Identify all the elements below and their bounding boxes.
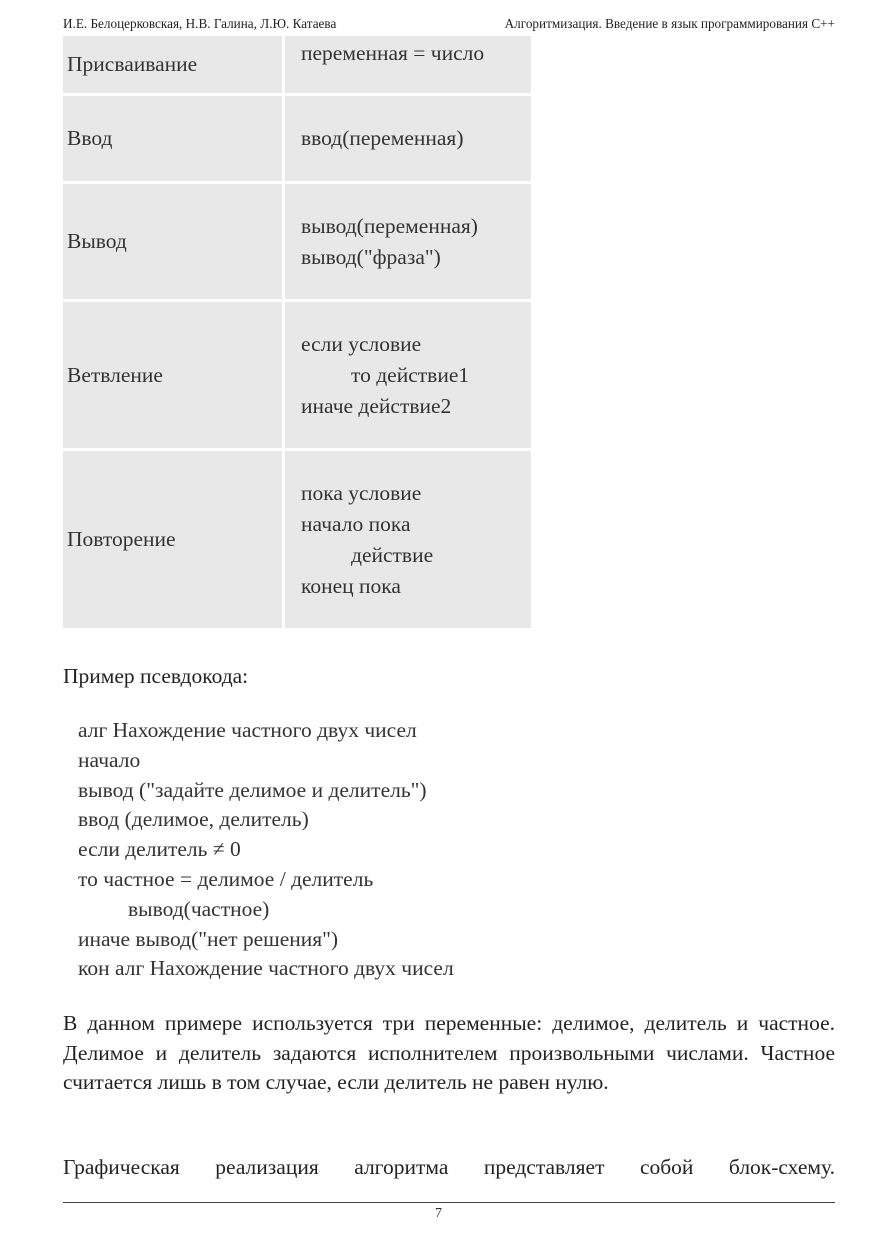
body-paragraph: Графическая реализация алгоритма представляет собой блок-схему. <box>63 1155 835 1179</box>
header-authors: И.Е. Белоцерковская, Н.В. Галина, Л.Ю. Катаева <box>63 16 337 31</box>
code-line: алг Нахождение частного двух чисел <box>78 718 417 742</box>
operator-name: Повторение <box>63 451 282 628</box>
table-row <box>63 96 531 181</box>
code-line: кон алг Нахождение частного двух чисел <box>78 956 454 981</box>
operator-name: Ввод <box>63 96 282 181</box>
syntax-line: ввод(переменная) <box>301 126 464 150</box>
pseudocode-operators-table <box>60 33 534 631</box>
operator-syntax <box>285 96 531 181</box>
operator-name: Ветвление <box>63 302 282 448</box>
table-row <box>63 302 531 448</box>
code-line: то частное = делимое / делитель <box>78 866 374 891</box>
syntax-line: переменная = число <box>301 41 485 65</box>
example-label: Пример псевдокода: <box>63 664 249 688</box>
syntax-line: пока условие <box>301 480 422 505</box>
operator-syntax <box>285 451 531 628</box>
table-row <box>63 36 531 93</box>
code-line: ввод (делимое, делитель) <box>78 807 309 832</box>
syntax-line: вывод("фраза") <box>301 244 441 269</box>
body-paragraph: В данном примере используется три переменные: делимое, делитель и частное. Делимое и делитель задаются исполнителем произвольными числами. Частное считается лишь в том случае, если делитель не равен нулю. <box>63 1011 835 1095</box>
code-line: вывод(частное) <box>128 896 270 921</box>
table-row <box>63 184 531 299</box>
syntax-line: вывод(переменная) <box>301 213 478 238</box>
syntax-line: то действие1 <box>351 362 470 387</box>
table-row <box>63 451 531 628</box>
operator-syntax <box>285 36 531 93</box>
syntax-line: начало пока <box>301 511 411 536</box>
code-line: иначе вывод("нет решения") <box>78 926 339 951</box>
page-number: 7 <box>435 1206 442 1221</box>
syntax-line: действие <box>351 542 434 567</box>
code-line: начало <box>78 747 141 772</box>
operator-name: Присваивание <box>63 36 282 93</box>
syntax-line: иначе действие2 <box>301 393 452 418</box>
code-line: если делитель ≠ 0 <box>78 837 241 862</box>
operator-syntax <box>285 302 531 448</box>
footer-divider <box>63 1202 835 1203</box>
operator-name: Вывод <box>63 184 282 299</box>
code-line: вывод ("задайте делимое и делитель") <box>78 777 427 802</box>
operator-syntax <box>285 184 531 299</box>
syntax-line: если условие <box>301 331 422 356</box>
pseudocode-example <box>78 716 454 984</box>
header-course-title: Алгоритмизация. Введение в язык программирования С++ <box>504 16 835 31</box>
syntax-line: конец пока <box>301 573 401 598</box>
